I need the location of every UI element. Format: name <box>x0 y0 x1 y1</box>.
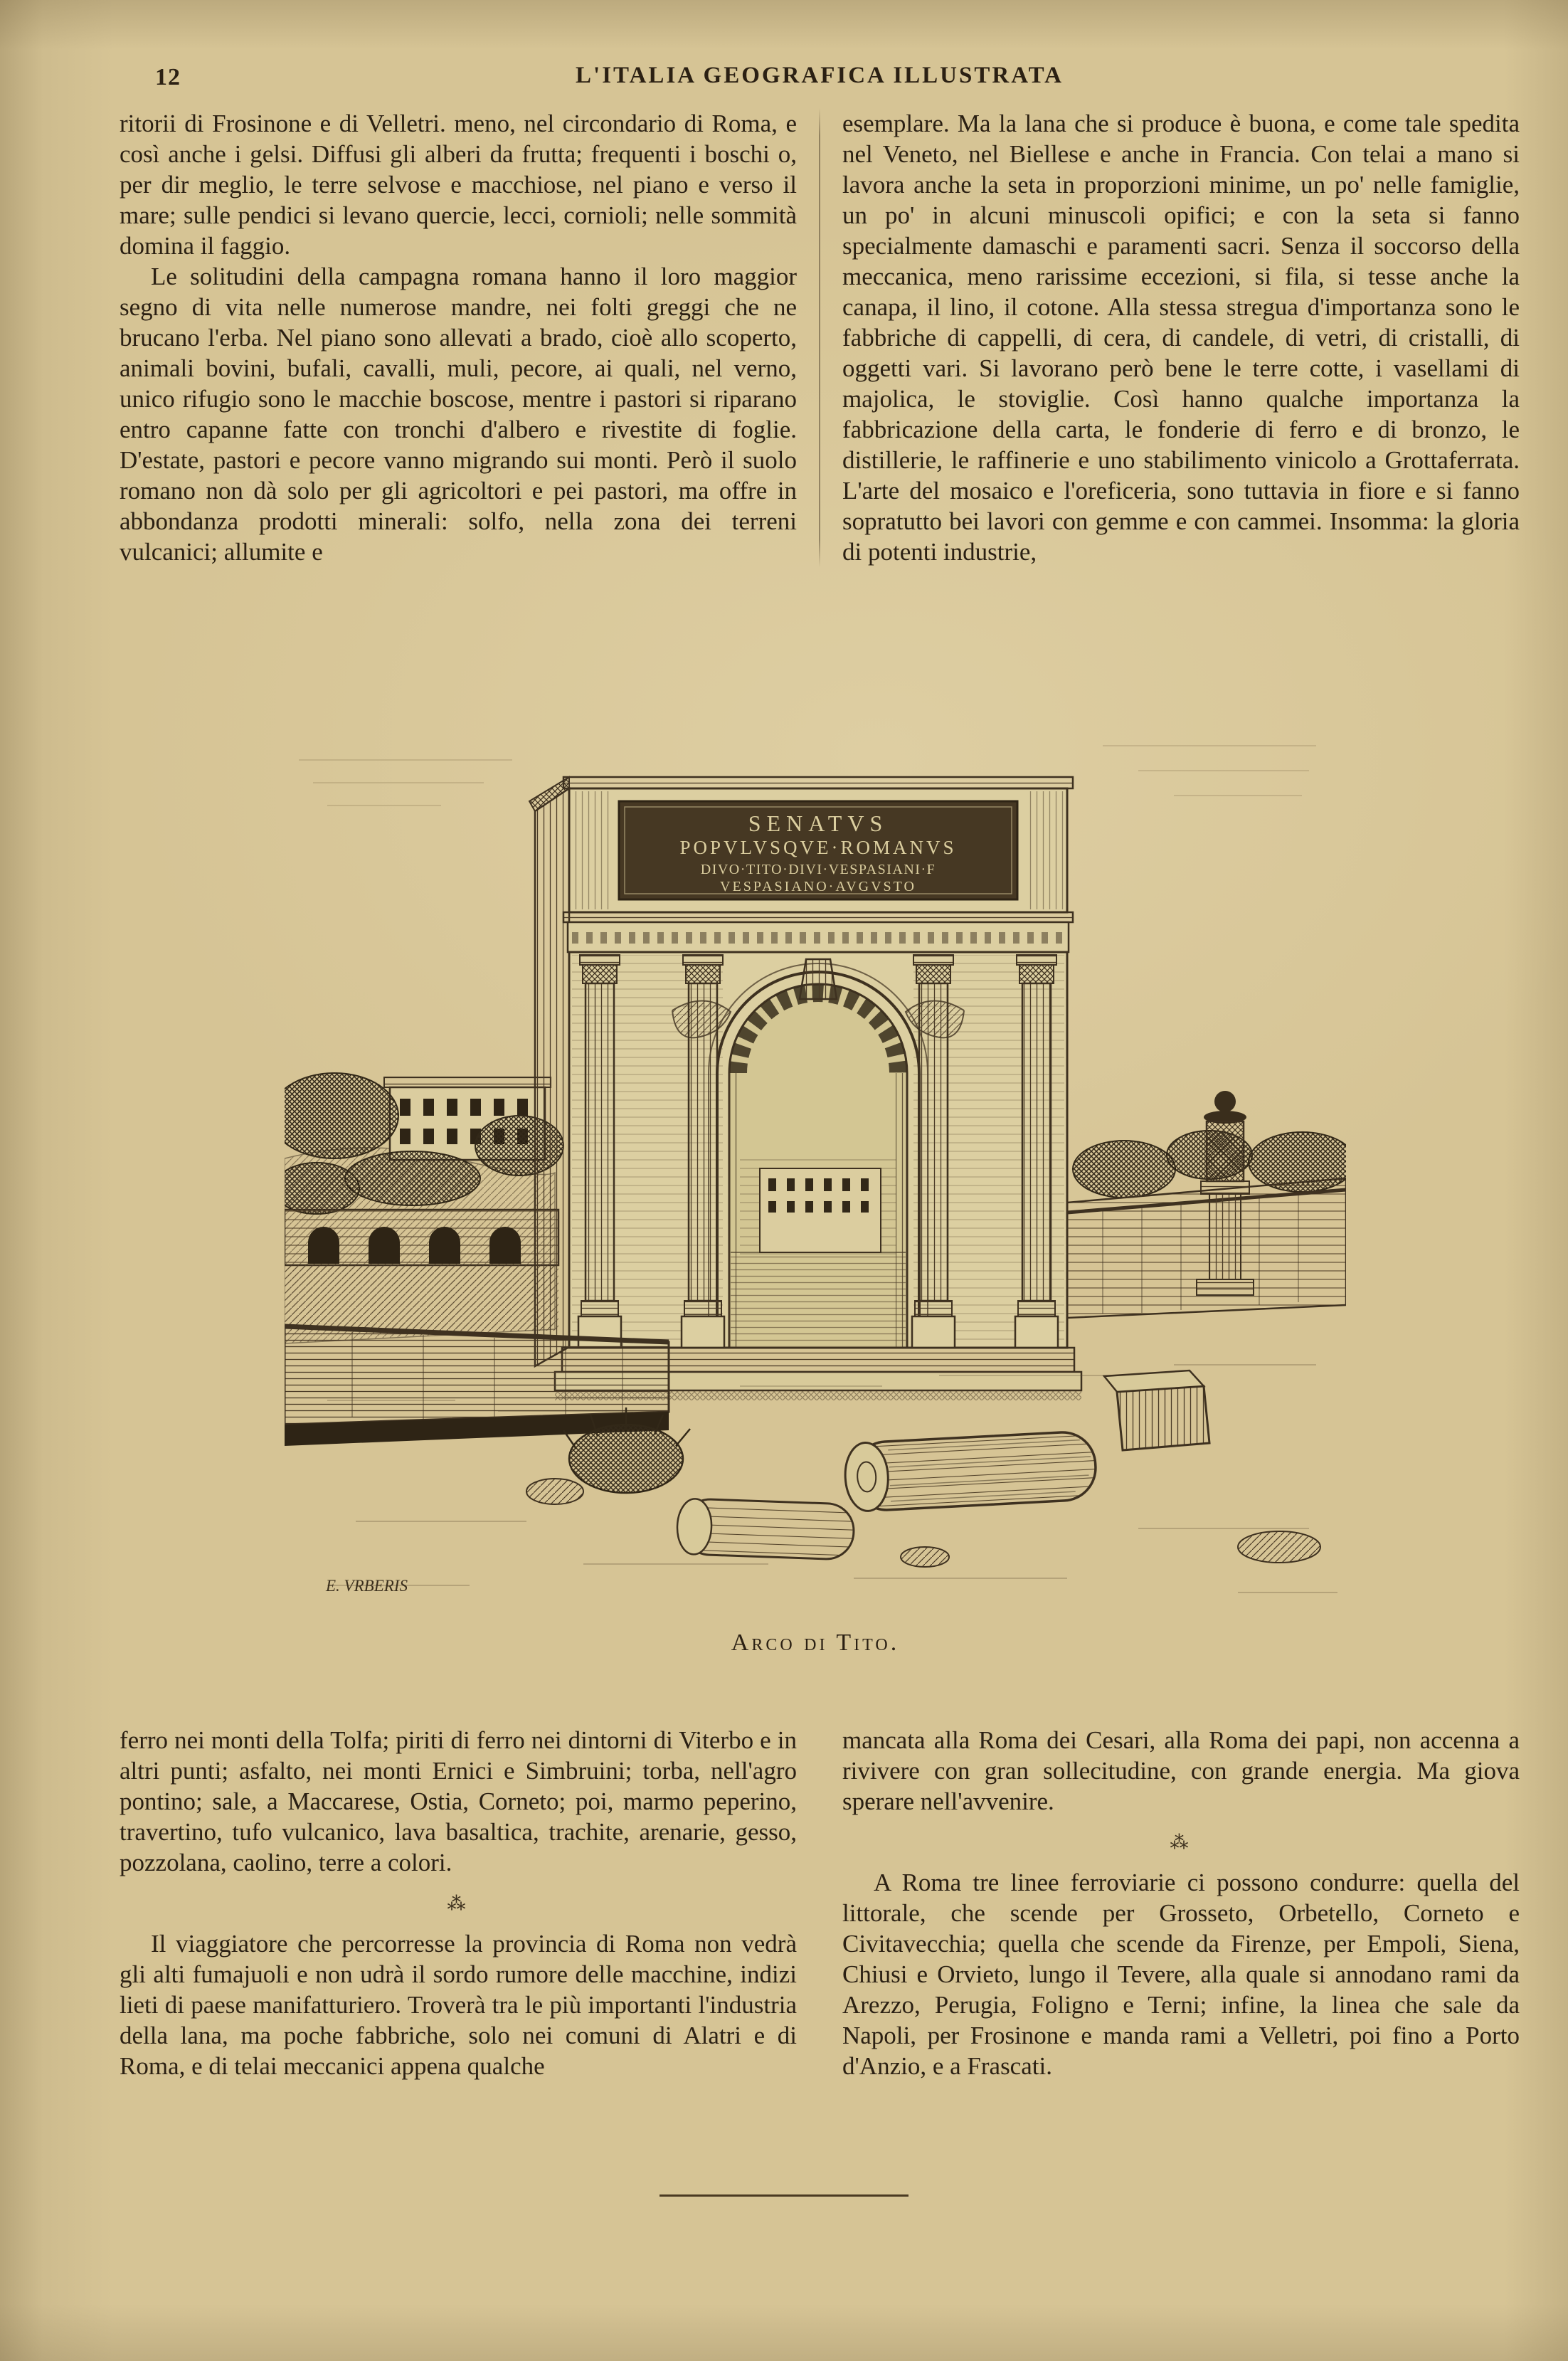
column-divider <box>819 108 820 567</box>
inscription-line: POPVLVSQVE·ROMANVS <box>679 837 957 858</box>
inscription-line: VESPASIANO·AVGVSTO <box>720 879 916 894</box>
running-header-title: L'ITALIA GEOGRAFICA ILLUSTRATA <box>576 63 1064 88</box>
asterism-separator: ⁂ <box>447 1893 470 1915</box>
paragraph: Le solitudini della campagna romana hanno il loro maggior segno di vita nelle numerose mandre, nei folti greggi che ne brucano l'erba. Nel piano sono allevati a brado, cioè allo scoperto, animali bovini, bufali, cavalli, muli, pecore, ai quali, nel verno, unico rifugio sono le macchie boscose, mentre i pastori si riparano entro capanne fatte con tronchi d'albero e rivestite di foglie. D'estate, pastori e pecore vanno migrando sui monti. Però il suolo romano non dà solo per gli agricoltori e pei pastori, ma offre in abbondanza prodotti minerali: solfo, nella zona dei terreni vulcanici; allumite e <box>120 263 797 566</box>
arch-of-titus <box>529 777 1081 1400</box>
fallen-column <box>844 1431 1098 1512</box>
shrubs <box>345 1151 480 1205</box>
left-hillside <box>285 1073 563 1343</box>
view-through-arch <box>731 1158 906 1346</box>
paragraph: A Roma tre linee ferroviarie ci possono condurre: quella del littorale, che scende per Grosseto, Orbetello, Corneto e Civitavecchia; quella che scende da Firenze, per Empoli, Siena, Chiusi e Orvieto, lungo il Tevere, alla quale si annodano rami da Arezzo, Perugia, Foligno e Terni; infine, la linea che sale da Napoli, per Frosinone e manda rami a Velletri, poi fino a Porto d'Anzio, e a Frascati. <box>842 1869 1520 2080</box>
fallen-column-2 <box>677 1499 855 1560</box>
top-left-column <box>120 108 797 567</box>
section-end-rule <box>659 2194 909 2197</box>
bottom-right-column <box>842 1725 1520 2081</box>
stone <box>901 1547 949 1567</box>
bottom-text-block <box>120 1725 1520 2081</box>
inscription-line: DIVO·TITO·DIVI·VESPASIANI·F <box>700 862 936 877</box>
keystone <box>800 959 837 999</box>
engraver-signature: E. VRBERIS <box>326 1577 408 1595</box>
inscription-line: SENATVS <box>748 810 889 836</box>
bottom-left-column <box>120 1725 797 2081</box>
engraving-canvas <box>285 703 1346 1607</box>
right-wall <box>1067 1091 1346 1318</box>
tree <box>1073 1141 1175 1198</box>
asterism-separator: ⁂ <box>1170 1832 1192 1854</box>
arch-of-titus-engraving <box>285 703 1346 1657</box>
stone-block <box>1104 1370 1209 1450</box>
page-number: 12 <box>155 64 181 90</box>
top-right-column <box>842 108 1520 567</box>
paragraph: ferro nei monti della Tolfa; piriti di ferro nei dintorni di Viterbo e in altri punti; asfalto, nei monti Ernici e Simbruini; torba, nell'agro pontino; sale, a Maccarese, Ostia, Corneto; poi, marmo peperino, travertino, tufo vulcanico, lava basaltica, trachite, arenarie, gesso, pozzolana, caolino, terre a colori. <box>120 1726 797 1876</box>
running-head <box>120 63 1520 95</box>
illustration-caption: Arco di Tito. <box>731 1630 900 1656</box>
top-text-block <box>120 108 1520 567</box>
column-gap <box>819 1725 820 2081</box>
paragraph: ritorii di Frosinone e di Velletri. meno, nel circondario di Roma, e così anche i gelsi. Diffusi gli alberi da frutta; frequenti i boschi o, per dir meglio, le terre selvose e macchiose, nel piano e verso il mare; sulle pendici si levano quercie, lecci, cornioli; nelle sommità domina il faggio. <box>120 110 797 260</box>
tree <box>285 1073 398 1158</box>
paragraph: esemplare. Ma la lana che si produce è buona, e come tale spedita nel Veneto, nel Biellese e anche in Francia. Con telai a mano si lavora anche la seta in proporzioni minime, un po' nelle famiglie, un po' in alcuni minuscoli opifici; e con la seta si fanno specialmente damaschi e paramenti sacri. Senza il soccorso della meccanica, meno rarissime eccezioni, si fila, si tesse anche la canapa, il lino, il cotone. Alla stessa stregua d'importanza sono le fabbriche di cappelli, di cera, di candele, di vetri, di cristalli, di oggetti vari. Si lavorano però bene le terre cotte, i vasellami di majolica, le stoviglie. Così hanno qualche importanza la fabbricazione della carta, le fonderie di ferro e di bronzo, le distillerie, le raffinerie e uno stabilimento vinicolo a Grottaferrata. L'arte del mosaico e l'oreficeria, sono tuttavia in fiore e si fanno sopratutto bei lavori con gemme e con cammei. Insomma: la gloria di potenti industrie, <box>842 110 1520 566</box>
paragraph: mancata alla Roma dei Cesari, alla Roma dei papi, non accenna a rivivere con gran sollecitudine, con grande energia. Ma giova sperare nell'avvenire. <box>842 1726 1520 1815</box>
shrubs <box>285 1163 359 1214</box>
paragraph: Il viaggiatore che percorresse la provincia di Roma non vedrà gli alti fumajuoli e non udrà il sordo rumore delle macchine, indizi lieti di paese manifatturiero. Troverà tra le più importanti l'industria della lana, ma poche fabbriche, solo nei comuni di Alatri e di Roma, e di telai meccanici appena qualche <box>120 1930 797 2080</box>
arch-side-face <box>535 788 569 1366</box>
stone <box>1238 1531 1320 1563</box>
villa-roof <box>384 1077 551 1087</box>
stone <box>526 1479 583 1504</box>
